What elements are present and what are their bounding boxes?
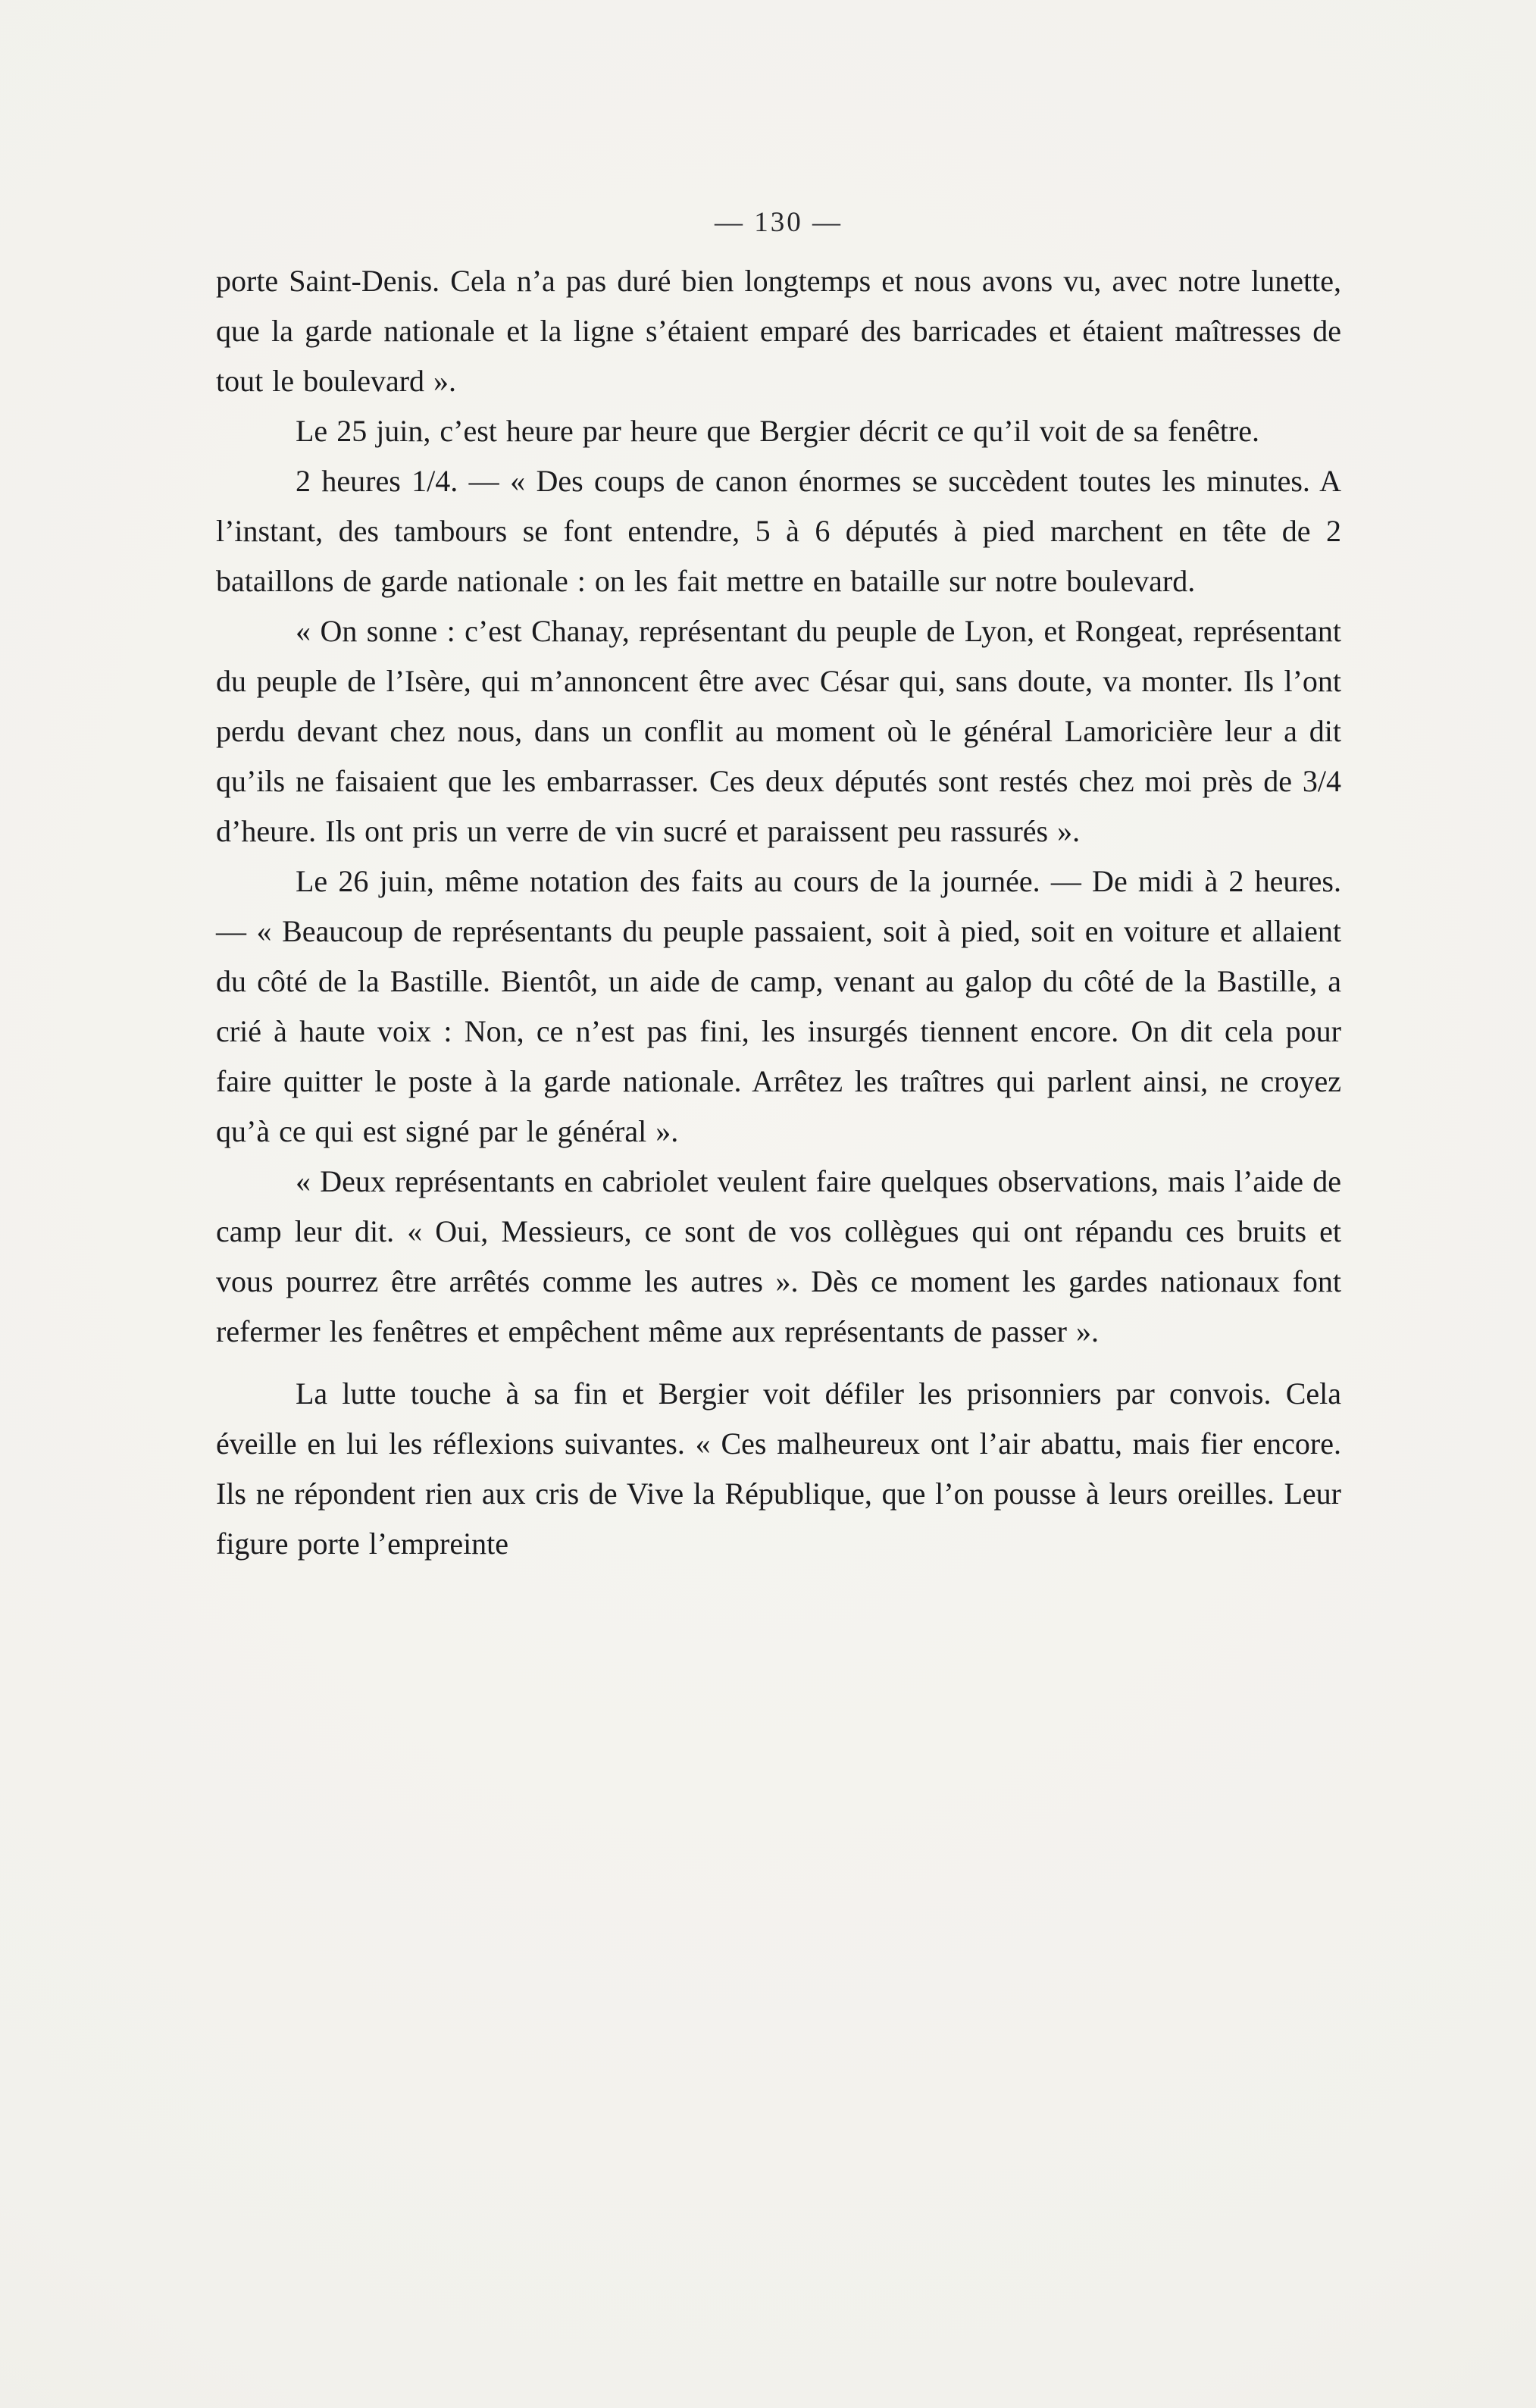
paragraph: Le 26 juin, même notation des faits au cours de la journée. — De midi à 2 heures. — « Beaucoup de représentants du peuple passaient, soit à pied, soit en voiture et allaient du côté de la Bastille. Bientôt, un aide de camp, venant au galop du côté de la Bastille, a crié à haute voix : Non, ce n’est pas fini, les insurgés tiennent encore. On dit cela pour faire quitter le poste à la garde nationale. Arrêtez les traîtres qui parlent ainsi, ne croyez qu’à ce qui est signé par le général ». xyxy=(216,864,1341,1148)
page-number: — 130 — xyxy=(715,207,843,238)
body-text xyxy=(216,256,1341,1569)
paragraph: La lutte touche à sa fin et Bergier voit défiler les prisonniers par convois. Cela éveille en lui les réflexions suivantes. « Ces malheureux ont l’air abattu, mais fier encore. Ils ne répondent rien aux cris de Vive la République, que l’on pousse à leurs oreilles. Leur figure porte l’empreinte xyxy=(216,1376,1341,1561)
paragraph: Le 25 juin, c’est heure par heure que Bergier décrit ce qu’il voit de sa fenêtre. xyxy=(296,414,1260,448)
paragraph: « Deux représentants en cabriolet veulent faire quelques observations, mais l’aide de camp leur dit. « Oui, Messieurs, ce sont de vos collègues qui ont répandu ces bruits et vous pourrez être arrêtés comme les autres ». Dès ce moment les gardes nationaux font refermer les fenêtres et empêchent même aux représentants de passer ». xyxy=(216,1164,1341,1348)
paragraph: 2 heures 1/4. — « Des coups de canon énormes se succèdent toutes les minutes. A l’instant, des tambours se font entendre, 5 à 6 députés à pied marchent en tête de 2 bataillons de garde nationale : on les fait mettre en bataille sur notre boulevard. xyxy=(216,464,1341,598)
paragraph: porte Saint-Denis. Cela n’a pas duré bien longtemps et nous avons vu, avec notre lunette, que la garde nationale et la ligne s’étaient emparé des barricades et étaient maîtresses de tout le boulevard ». xyxy=(216,264,1341,398)
paragraph: « On sonne : c’est Chanay, représentant du peuple de Lyon, et Rongeat, représentant du peuple de l’Isère, qui m’annoncent être avec César qui, sans doute, va monter. Ils l’ont perdu devant chez nous, dans un conflit au moment où le général Lamoricière leur a dit qu’ils ne faisaient que les embarrasser. Ces deux députés sont restés chez moi près de 3/4 d’heure. Ils ont pris un verre de vin sucré et paraissent peu rassurés ». xyxy=(216,614,1341,848)
